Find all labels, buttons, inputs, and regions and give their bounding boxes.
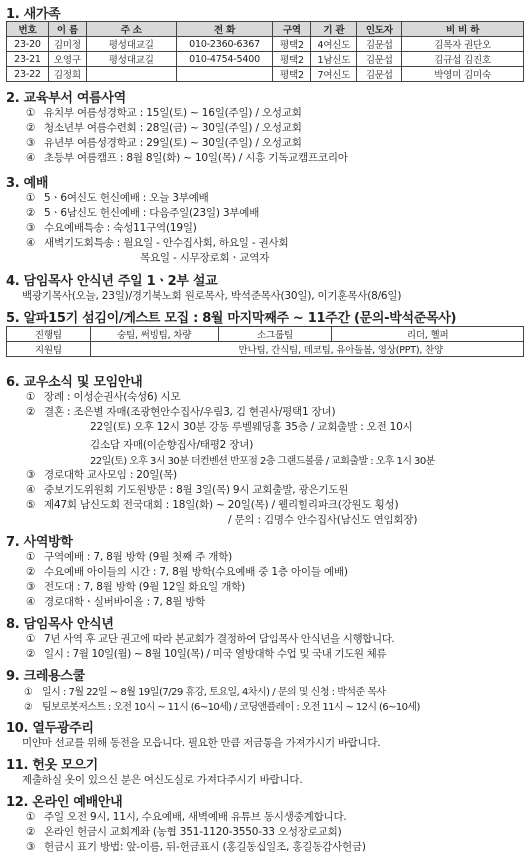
- list-item: ③ 수요예배특송 : 숙성11구역(19일): [26, 222, 197, 234]
- list-item: 제출하실 옷이 있으신 분은 여신도실로 가져다주시기 바랍니다.: [22, 774, 303, 786]
- list-item: ① 주일 오전 9시, 11시, 수요예배, 새벽예배 유튜브 동시생중계합니다.: [26, 811, 347, 823]
- section-title-sabbatical-sermon: 4. 담임목사 안식년 주일 1ㆍ2부 설교: [6, 274, 218, 289]
- table-row: [7, 342, 524, 357]
- list-item: ② 청소년부 여름수련회 : 28일(금) ~ 30일(주일) / 오성교회: [26, 122, 302, 134]
- header-cell: 인도자: [357, 22, 402, 37]
- table-row: [7, 52, 524, 67]
- new-family-table: [6, 21, 524, 82]
- section-title-online-worship: 12. 온라인 예배안내: [6, 795, 123, 810]
- table-cell: 김규섭 김진호: [402, 52, 524, 67]
- section-title-new-family: 1. 새가족: [6, 7, 61, 22]
- table-header-row: [7, 22, 524, 37]
- header-cell: 구역: [273, 22, 311, 37]
- header-cell: 주 소: [86, 22, 176, 37]
- list-item: 목요일 - 시무장로회ㆍ교역자: [140, 252, 270, 264]
- table-cell: 평성대교길: [86, 52, 176, 67]
- list-item: 미얀마 선교를 위해 동전을 모읍니다. 필요한 만큼 저금통을 가져가시기 바랍니다.: [22, 737, 381, 749]
- table-cell: 소그룹팀: [218, 327, 332, 342]
- table-cell: [176, 67, 273, 82]
- header-cell: 전 화: [176, 22, 273, 37]
- list-item: ③ 경로대학 교사모임 : 20일(목): [26, 469, 177, 481]
- table-cell: 7여신도: [311, 67, 357, 82]
- table-cell: 23-20: [7, 37, 49, 52]
- list-item: ① 7년 사역 후 교단 권고에 따라 본교회가 결정하여 담임목사 안식년을 시행합니다.: [26, 633, 395, 645]
- section-title-used-clothes: 11. 헌옷 모으기: [6, 758, 98, 773]
- section-title-member-news: 6. 교우소식 및 모임안내: [6, 375, 143, 390]
- list-item: ② 온라인 헌금시 교회계좌 (농협 351-1120-3550-33 오성장로교회): [26, 826, 342, 838]
- list-item: ② 일시 : 7월 10일(월) ~ 8월 10일(목) / 미국 열방대학 수업 및 국내 기도원 체류: [26, 648, 387, 660]
- list-item: ③ 유년부 여름성경학교 : 29일(토) ~ 30일(주일) / 오성교회: [26, 137, 302, 149]
- list-item: ① 구역예배 : 7, 8월 방학 (9월 첫째 주 개학): [26, 551, 233, 563]
- table-cell: 010-4754-5400: [176, 52, 273, 67]
- section-title-crayon-school: 9. 크레용스쿨: [6, 669, 85, 684]
- list-item: ① 5ㆍ6여신도 헌신예배 : 오늘 3부예배: [26, 192, 209, 204]
- alpha-team-table: [6, 326, 524, 357]
- table-cell: 지원팀: [7, 342, 91, 357]
- section-title-worship: 3. 예배: [6, 176, 49, 191]
- table-cell: 평택2: [273, 37, 311, 52]
- list-item: 백광기목사(오늘, 23일)/경기북노회 원로목사, 박석준목사(30일), 이기훈목사(8/6일): [22, 290, 402, 302]
- table-cell: 김문섭: [357, 67, 402, 82]
- table-row: [7, 327, 524, 342]
- list-item: ④ 초등부 여름캠프 : 8월 8일(화) ~ 10일(목) / 시흥 기독교캠프코리아: [26, 152, 348, 164]
- list-item: ① 유치부 여름성경학교 : 15일(토) ~ 16일(주일) / 오성교회: [26, 107, 302, 119]
- list-item: ③ 전도대 : 7, 8월 방학 (9월 12일 화요일 개학): [26, 581, 246, 593]
- list-item: 22일(토) 오후 12시 30분 강동 루벨웨딩홀 35층 / 교회출발 : 오전 10시: [90, 421, 413, 433]
- table-cell: 평성대교길: [86, 37, 176, 52]
- list-item: / 문의 : 김명수 안수집사(남신도 연임회장): [228, 514, 418, 526]
- table-cell: 진행팀: [7, 327, 91, 342]
- list-item: ⑤ 제47회 남신도회 전국대회 : 18일(화) ~ 20일(목) / 웰리힐리파크(강원도 횡성): [26, 499, 399, 511]
- table-cell: 4여신도: [311, 37, 357, 52]
- table-cell: 1남신도: [311, 52, 357, 67]
- section-title-ministry-break: 7. 사역방학: [6, 535, 73, 550]
- list-item: 22일(토) 오후 3시 30분 더컨벤션 반포점 2층 그랜드볼룸 / 교회출발 : 오후 1시 30분: [90, 456, 435, 467]
- section-title-alpha-recruit: 5. 알파15기 섬김이/게스트 모집 : 8월 마지막째주 ~ 11주간 (문의-박석준목사): [6, 311, 457, 326]
- list-item: ③ 헌금시 표기 방법: 앞-이름, 뒤-헌금표시 (홍길동십일조, 홍길동감사헌금): [26, 841, 366, 853]
- table-cell: 김목자 권단오: [402, 37, 524, 52]
- table-cell: 평택2: [273, 67, 311, 82]
- table-cell: 010-2360-6367: [176, 37, 273, 52]
- list-item: 김소담 자매(이순향집사/태평2 장녀): [90, 439, 254, 451]
- table-cell: 오영구: [48, 52, 86, 67]
- section-title-pastor-sabbatical: 8. 담임목사 안식년: [6, 617, 114, 632]
- table-cell: 박영미 김미숙: [402, 67, 524, 82]
- header-cell: 번호: [7, 22, 49, 37]
- section-title-education-summer: 2. 교육부서 여름사역: [6, 91, 126, 106]
- table-row: [7, 37, 524, 52]
- list-item: ① 장례 : 이성순권사(숙성6) 시모: [26, 391, 181, 403]
- list-item: ④ 새벽기도회특송 : 월요일 - 안수집사회, 하요일 - 권사회: [26, 237, 289, 249]
- table-cell: 김정희: [48, 67, 86, 82]
- list-item: ② 5ㆍ6남신도 헌신예배 : 다음주일(23일) 3부예배: [26, 207, 260, 219]
- list-item: ① 일시 : 7월 22일 ~ 8월 19일(7/29 휴강, 토요일, 4차시) / 문의 및 신청 : 박석준 목사: [24, 687, 386, 698]
- list-item: ④ 경로대학ㆍ실버바이올 : 7, 8월 방학: [26, 596, 206, 608]
- list-item: ④ 중보기도위원회 기도원방문 : 8월 3일(목) 9시 교회출발, 광은기도원: [26, 484, 349, 496]
- table-cell: 23-21: [7, 52, 49, 67]
- section-title-twelve-baskets: 10. 열두광주리: [6, 721, 94, 736]
- list-item: ② 결혼 : 조은별 자매(조광현안수집사/우림3, 김 현권사/평택1 장녀): [26, 406, 336, 418]
- table-cell: 만나팀, 간식팀, 데코팀, 유아돌봄, 영상(PPT), 찬양: [90, 342, 523, 357]
- table-cell: 김문섭: [357, 52, 402, 67]
- header-cell: 기 관: [311, 22, 357, 37]
- header-cell: 비 비 하: [402, 22, 524, 37]
- table-cell: 김문섭: [357, 37, 402, 52]
- table-cell: 평택2: [273, 52, 311, 67]
- table-cell: 리더, 헬퍼: [332, 327, 524, 342]
- table-row: [7, 67, 524, 82]
- table-cell: 숭팀, 써빙팀, 차량: [90, 327, 218, 342]
- table-cell: 23-22: [7, 67, 49, 82]
- header-cell: 이 름: [48, 22, 86, 37]
- list-item: ② 수요예배 아이들의 시간 : 7, 8월 방학(수요예배 중 1층 아이들 예배): [26, 566, 348, 578]
- table-cell: [86, 67, 176, 82]
- table-cell: 김미정: [48, 37, 86, 52]
- list-item: ② 팀보로봇저스트 : 오전 10시 ~ 11시 (6~10세) / 코딩앤플레이 : 오전 11시 ~ 12시 (6~10세): [24, 702, 420, 713]
